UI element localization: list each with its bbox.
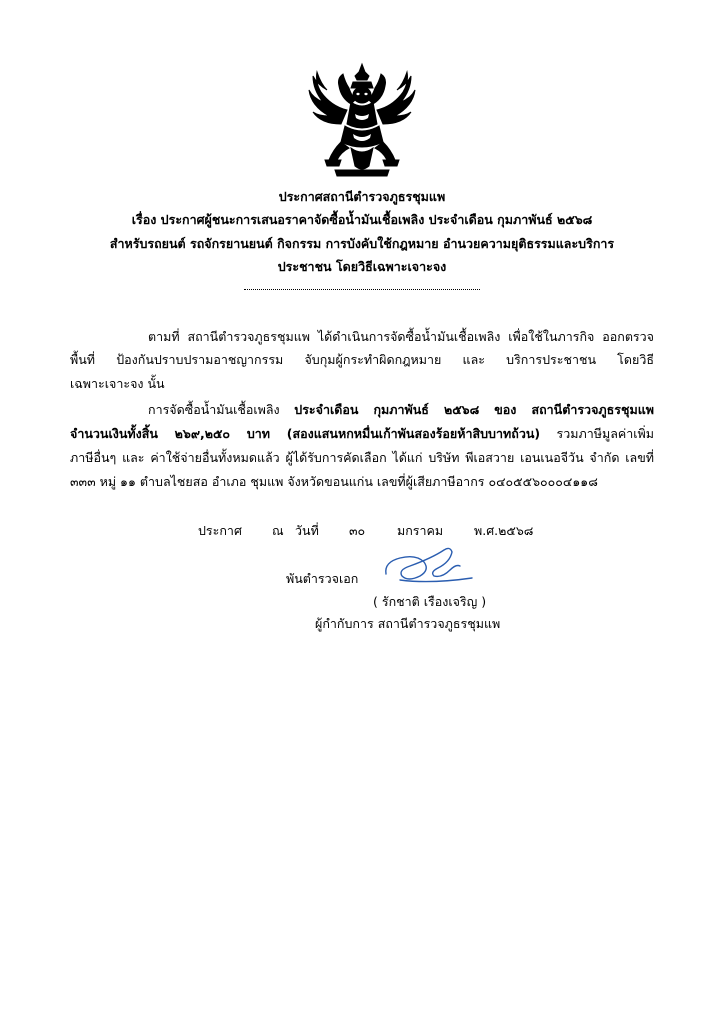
paragraph-2-line-4: ๓๓๓ หมู่ ๑๑ ตำบลไชยสอ อำเภอ ชุมแพ จังหวัดขอนแก่น เลขที่ผู้เสียภาษีอากร ๐๔๐๕๕๖๐๐๐๔๑๑๘ — [70, 474, 598, 489]
declaration-at: ณ — [272, 523, 284, 538]
declaration-day: ๓๐ — [349, 523, 366, 538]
declaration-month: มกราคม — [397, 523, 444, 538]
total-amount: จำนวนเงินทั้งสิ้น ๒๖๙,๒๕๐ บาท (สองแสนหกหมื่นเก้าพันสองร้อยห้าสิบบาทถ้วน) — [70, 426, 541, 441]
declaration-day-label: วันที่ — [295, 523, 319, 538]
dotted-divider — [244, 289, 480, 290]
subject-line-2: สำหรับรถยนต์ รถจักรยานยนต์ กิจกรรม การบังคับใช้กฎหมาย อำนวยความยุติธรรมและบริการ — [109, 236, 615, 251]
subject-line-1: เรื่อง ประกาศผู้ชนะการเสนอราคาจัดซื้อน้ำมันเชื้อเพลิง ประจำเดือน กุมภาพันธ์ ๒๕๖๘ — [131, 212, 593, 227]
paragraph-2-line-1 — [70, 401, 654, 419]
purchase-label: การจัดซื้อน้ำมันเชื้อเพลิง — [148, 402, 295, 417]
signer-rank: พันตำรวจเอก — [286, 571, 359, 586]
declaration-announce: ประกาศ — [198, 523, 242, 538]
paragraph-1-line-3: เฉพาะเจาะจง นั้น — [70, 376, 165, 391]
garuda-emblem — [307, 62, 417, 180]
paragraph-2-line-2 — [70, 425, 654, 443]
paragraph-2-line-3: ภาษีอื่นๆ และ ค่าใช้จ่ายอื่นทั้งหมดแล้ว ผู้ได้รับการคัดเลือก ได้แก่ บริษัท พีเอสวาย เอนเนอจีวัน จำกัด เลขที่ — [70, 450, 654, 465]
signer-name: ( รักชาติ เรืองเจริญ ) — [373, 594, 487, 609]
paragraph-1-line-2: พื้นที่ ป้องกันปราบปรามอาชญากรรม จับกุมผู้กระทำผิดกฎหมาย และ บริการประชาชน โดยวิธี — [70, 352, 654, 367]
signer-position: ผู้กำกับการ สถานีตำรวจภูธรชุมแพ — [315, 616, 501, 631]
subject-line-3: ประชาชน โดยวิธีเฉพาะเจาะจง — [277, 259, 447, 274]
declaration-year: พ.ศ.๒๕๖๘ — [474, 523, 534, 538]
purchase-period: ประจำเดือน กุมภาพันธ์ ๒๕๖๘ ของ สถานีตำรวจภูธรชุมแพ — [294, 402, 654, 417]
paragraph-1-line-1: ตามที่ สถานีตำรวจภูธรชุมแพ ได้ดำเนินการจัดซื้อน้ำมันเชื้อเพลิง เพื่อใช้ในภารกิจ ออกตรวจ — [148, 329, 654, 344]
handwritten-signature — [380, 540, 480, 586]
vat-included-text: รวมภาษีมูลค่าเพิ่ม — [540, 426, 655, 441]
announcement-title: ประกาศสถานีตำรวจภูธรชุมแพ — [278, 189, 446, 204]
